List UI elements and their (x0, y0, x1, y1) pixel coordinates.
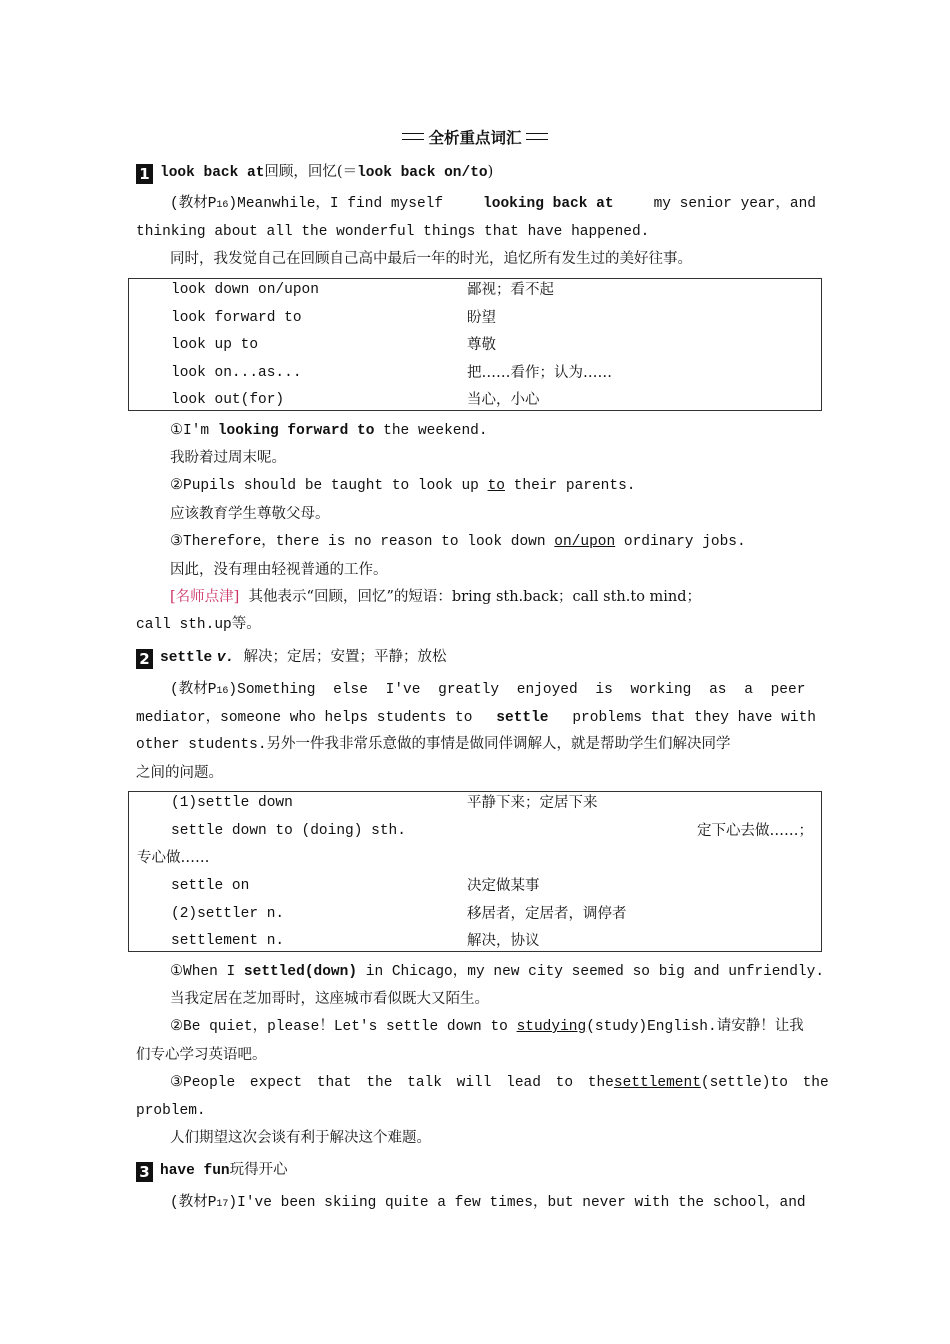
heading-end: ) (487, 164, 494, 180)
item-1-tip (170, 583, 816, 611)
item-2-example-2-cont: 们专心学习英语吧。 (136, 1047, 267, 1063)
item-1-source-line2: thinking about all the wonderful things that have happened. (136, 224, 650, 240)
source-text: my senior year，and (653, 196, 816, 212)
item-1-example-3: ③Therefore，there is no reason to look down on/upon ordinary jobs. (170, 534, 746, 550)
heading-meaning: 解决；定居；安置；平静；放松 (243, 649, 447, 665)
item-2-example-2: ②Be quiet，please！Let's settle down to studying(study)English.请安静！让我 (170, 1019, 804, 1035)
table-row: look up to 尊敬 (171, 337, 496, 353)
keyword: look back on/to (357, 165, 488, 181)
table-row: settlement n. 解决，协议 (171, 933, 540, 949)
item-2-example-3: ③People expect that the talk will lead to the settlement (settle)to the (170, 1075, 829, 1091)
table-row: (2)settler n. 移居者，定居者，调停者 (171, 906, 627, 922)
item-2-source-line2: mediator，someone who helps students to settle problems that they have with (136, 704, 816, 732)
item-1-translation: 同时，我发觉自己在回顾自己高中最后一年的时光，追忆所有发生过的美好往事。 (170, 251, 692, 267)
source-ref: (教材P16)Meanwhile，I find myself (170, 196, 444, 212)
item-2-source-line4: 之间的问题。 (136, 765, 223, 781)
keyword: settle (160, 650, 213, 666)
item-2-example-1: ①When I settled(down) in Chicago，my new city seemed so big and unfriendly. (170, 964, 825, 980)
item-2-example-3-cont: problem. (136, 1103, 206, 1119)
table-row: settle down to (doing) sth. 定下心去做……； (171, 823, 813, 839)
item-2-example-1-cn: 当我定居在芝加哥时，这座城市看似既大又陌生。 (170, 991, 489, 1007)
item-number: 1 (136, 164, 153, 184)
tip-text: 其他表示“回顾，回忆”的短语：bring sth.back；call sth.to mind； (248, 589, 702, 605)
table-row: look down on/upon 鄙视；看不起 (171, 282, 554, 298)
keyword: have fun (160, 1163, 230, 1179)
item-1-example-3-cn: 因此，没有理由轻视普通的工作。 (170, 562, 388, 578)
keyword: settle (496, 710, 549, 726)
heading-meaning: 回顾，回忆(＝ (264, 164, 358, 180)
keyword: looking back at (483, 196, 614, 212)
item-2-phrase-table (128, 791, 822, 952)
section-title-bar (0, 126, 950, 148)
table-row: 专心做…… (137, 850, 210, 866)
table-row: look out(for) 当心，小心 (171, 392, 540, 408)
item-1-example-2-cn: 应该教育学生尊敬父母。 (170, 506, 330, 522)
table-row: settle on 决定做某事 (171, 878, 540, 894)
item-1-heading (136, 158, 816, 187)
item-1-source-line1 (170, 190, 816, 220)
item-number: 2 (136, 649, 153, 669)
section-title: 全析重点词汇 (392, 126, 557, 148)
item-2-heading (136, 643, 816, 672)
item-1-example-1: ①I'm looking forward to the weekend. (170, 423, 488, 439)
item-2-source-line3: other students.另外一件我非常乐意做的事情是做同伴调解人，就是帮助学生们解决同学 (136, 737, 731, 753)
item-2-source-line1: (教材P16)Something else I've greatly enjoyed is working as a peer (170, 682, 806, 698)
item-1-example-2: ②Pupils should be taught to look up to their parents. (170, 478, 636, 494)
item-number: 3 (136, 1162, 153, 1182)
item-1-example-1-cn: 我盼着过周末呢。 (170, 450, 286, 466)
item-1-phrase-table (128, 278, 822, 411)
item-2-example-3-cn: 人们期望这次会谈有利于解决这个难题。 (170, 1130, 431, 1146)
item-3-heading (136, 1156, 816, 1185)
table-row: (1)settle down 平静下来；定居下来 (171, 795, 598, 811)
table-row: look on...as... 把……看作；认为…… (171, 365, 612, 381)
heading-meaning: 玩得开心 (229, 1162, 288, 1178)
keyword: look back at (160, 165, 265, 181)
table-row: look forward to 盼望 (171, 310, 496, 326)
part-of-speech: v. (216, 650, 235, 666)
tip-tag: [名师点津] (170, 589, 240, 605)
item-3-source-line1: (教材P17)I've been skiing quite a few times，but never with the school，and (170, 1195, 806, 1211)
item-1-tip-line2: call sth.up等。 (136, 617, 261, 633)
